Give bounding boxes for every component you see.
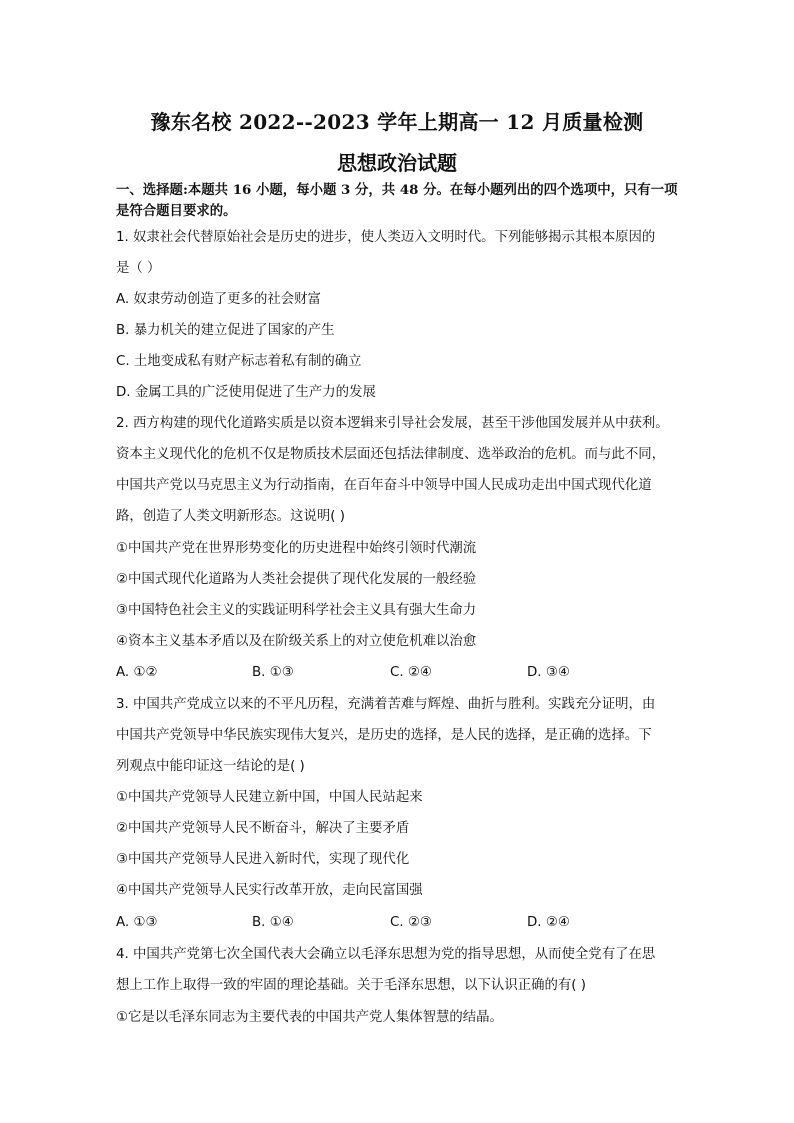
question-2-stem-line4: 路，创造了人类文明新形态。这说明( ) [116, 509, 345, 524]
question-2-stem-line3: 中国共产党以马克思主义为行动指南，在百年奋斗中领导中国人民成功走出中国式现代化道 [116, 478, 652, 493]
question-3-stem-line2: 中国共产党领导中华民族实现伟大复兴，是历史的选择，是人民的选择，是正确的选择。下 [116, 728, 652, 743]
question-3-item-4: ④中国共产党领导人民实行改革开放，走向民富国强 [116, 883, 423, 898]
question-1-option-b: B. 暴力机关的建立促进了国家的产生 [116, 323, 335, 338]
question-2-item-4: ④资本主义基本矛盾以及在阶级关系上的对立使危机难以治愈 [116, 634, 477, 649]
question-2-choice-b: B. ①③ [252, 665, 294, 680]
question-2-item-2: ②中国式现代化道路为人类社会提供了现代化发展的一般经验 [116, 572, 477, 587]
question-4-stem-line1: 4. 中国共产党第七次全国代表大会确立以毛泽东思想为党的指导思想，从而使全党有了在思 [116, 947, 656, 962]
question-3-choice-a: A. ①③ [116, 915, 158, 930]
question-3-choice-c: C. ②③ [390, 915, 432, 930]
question-3-choice-b: B. ①④ [252, 915, 294, 930]
question-3-stem-line1: 3. 中国共产党成立以来的不平凡历程，充满着苦难与辉煌、曲折与胜利。实践充分证明，由 [116, 697, 656, 712]
question-2-stem-line2: 资本主义现代化的危机不仅是物质技术层面还包括法律制度、选举政治的危机。而与此不同， [116, 447, 666, 462]
question-4-item-1: ①它是以毛泽东同志为主要代表的中国共产党人集体智慧的结晶。 [116, 1010, 503, 1025]
question-2-stem-line1: 2. 西方构建的现代化道路实质是以资本逻辑来引导社会发展，甚至干涉他国发展并从中获利。 [116, 416, 669, 431]
question-1-option-c: C. 土地变成私有财产标志着私有制的确立 [116, 354, 362, 369]
question-4-stem-line2: 想上工作上取得一致的牢固的理论基础。关于毛泽东思想，以下认识正确的有( ) [116, 978, 586, 993]
exam-subtitle: 思想政治试题 [337, 151, 457, 175]
exam-title: 豫东名校 2022--2023 学年上期高一 12 月质量检测 [150, 110, 644, 134]
question-1-stem-line1: 1. 奴隶社会代替原始社会是历史的进步，使人类迈入文明时代。下列能够揭示其根本原因的 [116, 230, 656, 245]
question-2-item-1: ①中国共产党在世界形势变化的历史进程中始终引领时代潮流 [116, 541, 477, 556]
question-2-choice-c: C. ②④ [390, 665, 432, 680]
question-3-item-2: ②中国共产党领导人民不断奋斗，解决了主要矛盾 [116, 821, 410, 836]
question-3-stem-line3: 列观点中能印证这一结论的是( ) [116, 759, 305, 774]
question-2-item-3: ③中国特色社会主义的实践证明科学社会主义具有强大生命力 [116, 603, 477, 618]
question-2-choice-d: D. ③④ [527, 665, 570, 680]
question-3-item-1: ①中国共产党领导人民建立新中国，中国人民站起来 [116, 790, 423, 805]
section-instructions-line2: 是符合题目要求的。 [116, 203, 237, 219]
question-1-stem-line2: 是（ ） [116, 261, 161, 276]
question-2-choice-a: A. ①② [116, 665, 158, 680]
question-3-item-3: ③中国共产党领导人民进入新时代，实现了现代化 [116, 852, 410, 867]
question-1-option-a: A. 奴隶劳动创造了更多的社会财富 [116, 292, 321, 307]
question-1-option-d: D. 金属工具的广泛使用促进了生产力的发展 [116, 385, 376, 400]
question-3-choice-d: D. ②④ [527, 915, 570, 930]
section-instructions-line1: 一、选择题:本题共 16 小题，每小题 3 分，共 48 分。在每小题列出的四个选项中，只有一项 [116, 182, 678, 198]
